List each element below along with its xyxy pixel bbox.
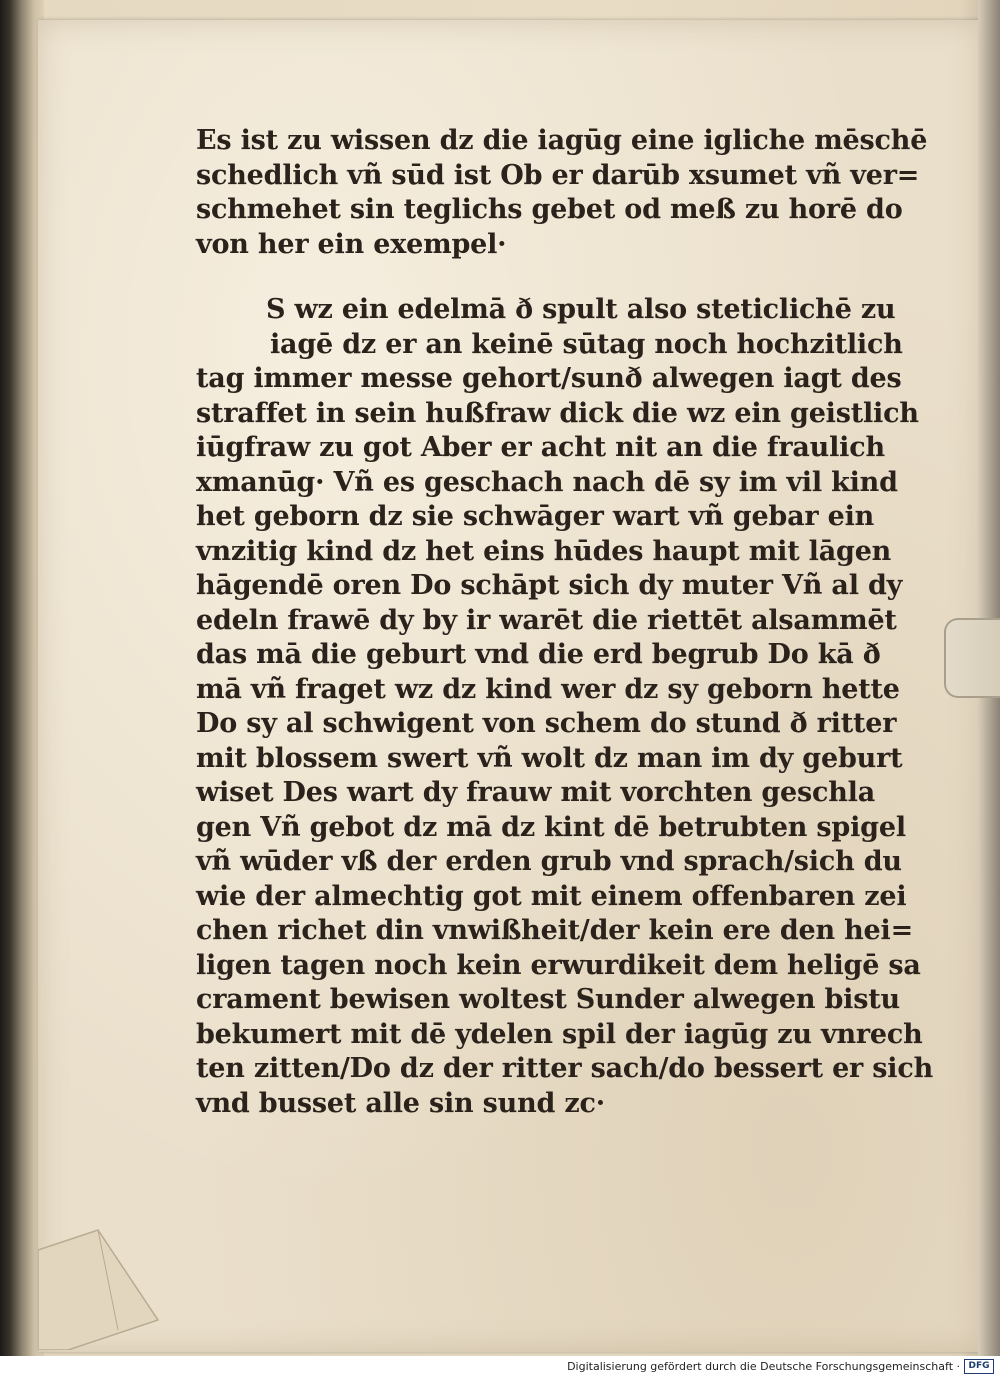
text-line: iagē dz er an keinē sūtag noch hochzitlich [270, 328, 903, 360]
text-line: vnzitig kind dz het eins hūdes haupt mit lāgen [196, 535, 892, 567]
text-line: edeln frawē dy by ir warēt die riettēt alsammēt [196, 604, 897, 636]
text-line: ligen tagen noch kein erwurdikeit dem heligē sa [196, 949, 921, 981]
text-line: iūgfraw zu got Aber er acht nit an die fraulich [196, 432, 885, 463]
book-clasp [944, 618, 1000, 698]
text-line: wie der almechtig got mit einem offenbaren zei [196, 880, 907, 912]
text-line: tag immer messe gehort/sunð alwegen iagt des [196, 363, 902, 394]
dfg-logo-icon: DFG [964, 1359, 994, 1374]
text-line: schedlich vñ sūd ist Ob er darūb xsumet vñ ver= [196, 159, 920, 191]
text-line: Do sy al schwigent von schem do stund ð ritter [196, 708, 897, 739]
text-line: het geborn dz sie schwāger wart vñ gebar ein [196, 501, 875, 532]
text-line: vñ wūder vß der erden grub vnd sprach/sich du [196, 846, 902, 877]
text-line: das mā die geburt vnd die erd begrub Do kā ð [196, 639, 881, 670]
text-line: straffet in sein hußfraw dick die wz ein geistlich [196, 397, 919, 429]
printed-text [196, 124, 934, 1121]
text-line: hāgendē oren Do schāpt sich dy muter Vñ al dy [196, 570, 903, 601]
text-line: mā vñ fraget wz dz kind wer dz sy geborn hette [196, 673, 900, 705]
text-line: wiset Des wart dy frauw mit vorchten geschla [196, 777, 876, 808]
text-line: ten zitten/Do dz der ritter sach/do bessert er sich [196, 1053, 934, 1084]
text-line: xmanūg· Vñ es geschach nach dē sy im vil kind [196, 466, 898, 498]
text-line: chen richet din vnwißheit/der kein ere den hei= [196, 915, 913, 946]
text-line: schmehet sin teglichs gebet od meß zu horē do [196, 194, 903, 225]
text-line: gen Vñ gebot dz mā dz kint dē betrubten spigel [196, 811, 906, 843]
text-line: Es ist zu wissen dz die iagūg eine igliche mēschē [196, 125, 928, 156]
text-line: von her ein exempel· [196, 228, 507, 260]
funding-credit: Digitalisierung gefördert durch die Deutsche Forschungsgemeinschaft · [567, 1360, 960, 1373]
text-line: mit blossem swert vñ wolt dz man im dy geburt [196, 742, 903, 774]
footer-bar [0, 1356, 1000, 1377]
text-line: crament bewisen woltest Sunder alwegen bistu [196, 984, 900, 1015]
folded-corner [38, 1210, 178, 1350]
text-line: S wz ein edelmā ð spult also steticlichē zu [266, 294, 896, 325]
text-line: bekumert mit dē ydelen spil der iagūg zu vnrech [196, 1018, 923, 1050]
text-line: vnd busset alle sin sund zc· [196, 1087, 605, 1119]
